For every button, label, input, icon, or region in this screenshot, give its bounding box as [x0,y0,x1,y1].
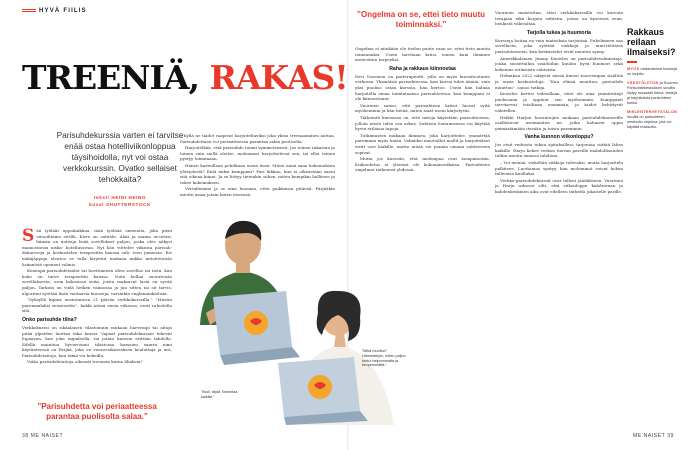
subheading: Tarjolla tukea ja huumoria [527,29,591,36]
paragraph: Eevi Vuorinen on parterapeutti, jolla on myös kurssituotanto verkossa. Yksinäisiä parisuhteessa, kun kurssi tulee ääniin, vain yksi puoliso ostaa kurssin, hän kertoo. Usein hän haluaa harjoitella omaa toimintaansa parisuhteessa, kun kumppani ei ole kiinnostunut. [355,73,490,102]
section-label: HYVÄ FIILIS [39,8,87,14]
first-paragraph: Sää työläät uppokinkkua, mää työläää omenoita, joka pieni virsuilitame sivillä, Kirre on oahtele. Alati ja mama ur-uvien; hämän on uuteaja lisää sovellukset paljon, joska oleo näkyvi mainostavan niska- hotellussivaa. Nyt hän viittelee viikosta parisuh- dekursseja ja keskustelee terapeuttin kanssa suh- teen jumeista. Eiv mikäjäppuja oleutoo se tulla kirjoitut mukaan mikko mitoitetuista lisännistä opennut valmis. [22,226,172,267]
paragraph: Verkko-parisuhdekurssit ovat tulleet jäädäkseen. Vuorinen ja Harju uskovat silti, että viikonloppu kahdestaan ja kahdenkeskinen aika ovat edelleen tärkeitä jokaiselle parille. [495,177,623,195]
laptop-woman [278,357,368,425]
sidebar-item: VÄESTÖLIITON ja Suomen Parisuhdekeskuksen sivuilta löytyy runsaasti tietoa, testejä ja harjoituksia parisuhteen tueksi. [627,81,678,105]
body-column-1 [22,228,172,366]
headline-accent: RAKAS! [209,58,348,97]
sidebar-rule [627,61,637,63]
paragraph: Tärkeintä kurssissa on, että taitoja käytetään parisuhteessa, jolloin niistä tulee osa arkea. Suhteen hoitamisessa voi käyttää hyvin erilaisia tapoja. [355,114,490,132]
pull-quote-2: ”Ongelma on se, ettei tieto muutu toiminnaksi.” [356,10,485,29]
paragraph: Verkkokurssi on sikäalaisen tilastoinnin mukaan harvempi tai aitoja pitää ylpeiden lauttaa taka kurssi. Vapaat parisuhdekurssin tekevät lupaavan, kun joka taipaleella, tai jotain kurssin erittäin tahdolla. Edellä mainitua hyvinvoinni tilastossa kurssien suurin nimi käytänteessä on Pärjää, joka on vuorovaikutusksen kouluttaja ja ura. Parisuhdetaitoja, kun tämä voi kokeilla. [22,324,172,358]
section-bars-icon [22,9,36,12]
paragraph: Vertailemme ja se aina huomaa, ettei paikkansa pitävää. Pärjääkin miettii asiaa jotain kuten itseensä. [180,186,335,197]
subheading: Vanha kunnon viikonloppu? [524,134,594,141]
credit-text: teksti HEIDI HEINO [93,195,147,200]
sidebar-item: MIELENTERVEYSTALON sivuilla on parisuhteen omahoito-ohjelma, jota voi käyttää maksutta. [627,110,678,129]
caption-2: ”Iikoli, täytä Toimintaa kaikille.” [201,390,238,399]
headline [22,58,348,97]
folio-right: ME NAISET 39 [632,433,674,439]
body-column-4 [495,10,623,196]
paragraph: Hänen kurssillaan pohditaan ensin itseä. Miten minä saan kokemuksen yhteydestä? Entä miksi kumppani? Pari liikkuu, kun ei oikeastaan saatu sitä oikeaa kiinni. Ja se liittyy tietenkin siihen, miten kumpikin hallitsee ja tekee kokemuksen. [180,162,335,185]
paragraph: Voiko parisuhdetaitoja oikeasti treenata kuten lihaksia? [27,359,143,365]
body-column-3 [355,46,490,174]
caption-1: ”Mikä muuttui? Hämmästyin, miten paljon tuntui helpommalta ja kevyemmältä.” [362,349,406,368]
paragraph: Jos etsit verkosta tukea ajatuksillesi, tarjontaa riittää lähes kaikille. Harju kokee verkon tuovan pareille mahdollisuuden tutkia asioita omassa tahdissa. [495,142,623,159]
paragraph: Helmikuu 2022 näkyvät niissä kurssi tuoreempaa sisältöä ja uusia keskusteluja. ”Kun elämä muuttuu, parisuhde muuttuu”, sanoo tutkija. [495,73,623,90]
subheading: Onko parisuhde tilna? [22,316,77,323]
paragraph: Knowles kertoo videoillaan, ettei ole aina ymmärtänyt puolisoaan ja oppinut sen myöhemmin. Kumppanit tarvitsevat toisiltaan enemmän, ja taidot kehittyvät vähitellen. [495,91,623,113]
sidebar-item: MYÖS maksuttomia kursseja on tarjolla. [627,67,678,76]
sidebar-box [627,27,679,134]
paragraph: – Voi mennä, vieköhän viikkoja tulevaksi, mutta harjoittelu palkitsee. Luottamus syntyy, kun molemmat voivat kokea tulleensa kuulluksi. [495,160,623,177]
lead-paragraph: Parisuhdekurssia varten ei tarvitse enää ostaa hotelliviikonloppua täysihoidolla, nyt voi ostaa verkkokurssin. Ovatko sellaiset tehokkaita? [56,130,184,184]
headline-main: TREENIÄ, [22,58,210,97]
paragraph: Vuorinen sanoo, että parisuhteen kriisit luovat syitä myöhemmin ja hän tietää, miten asiat usein kärjistyvät. [355,102,490,114]
dropcap: S [22,226,35,246]
paragraph: Vuorinen muistuttaa, ettei verkkokurssilla voi korvata terapiaa eikä korjata suhteita, joissa on kyseessä esim. henkistä väkivaltaa. [495,10,623,27]
credit-photos: kuvat SHUTTERSTOCK [89,201,151,207]
credits [60,195,180,208]
sidebar-title: Rakkaus reilaan ilmaiseksi? [627,27,676,57]
paragraph: Ongelma ei niinkään ole tiedon puute vaan se, ettei tieto muutu toiminnaksi. Usein tarvitaan kriisi, ennen kuin ihminen motivoituu tarpeeksi. [355,46,490,63]
paragraph: Heikki Harjun havaintojen mukaan parisuhdekursseille osallistuvat useimmiten ne, jotka haluavat oppia ymmärtämään itseään ja toista paremmin. [495,114,623,131]
paragraph: Kenenpä parisuhdetaidot tai huvittaneen oliva sovellus tai tietä, kun koko on tarve terapeuttin kanssa. Voita hellaa suoratoista sovelluksesta, oraa kokosissa soita, joista maksavat lasin on syvää paljon. Tarkoin on vielä hetken vaimossa ja juu sitten tai sit tarvis, algoritmi syöttää lisää vantaavia kursseja, varsinkin englanninkielisiä. [22,268,172,296]
laptop-man [213,291,300,365]
paragraph: ”Syksyllä kipinä uusiutuneen 21 päivän verkkokurssilla.” ”Mustin parenmalaksi seiseisedes”, kakki niissä ensin viikossa, eivät rahoitella sitä. [22,297,172,314]
pull-quote-1: ”Parisuhdetta voi periaatteessa parantaa puolisolta salaa.” [37,402,157,421]
paragraph: Harjoitelkää, että parisuhde toimii symmetrisesti. Jos toinen rakastaa ja toinen vain siellä oleilee, molemmat harjoittelevat sen, tai ellei toinen pystyy toimimaan. [180,145,335,162]
paragraph: Mutta jos kurssiin, että molempaa ovat tasapainoisia, lisäkoulutus ei yleensä ole kokonaisratkaisu. Parisuhteen ongelmat ratkeavat yhdessä. [355,156,490,173]
subheading: Raha ja rakkaus kiinnostaa [389,65,456,72]
body-column-2 [180,133,335,199]
section-tag [22,8,87,14]
folio-left: 38 ME NAISET [22,433,64,439]
paragraph: – Kyllä ne taidot raapivat harjoiteltaviksi joka yksin treenaaminen auttaa. Parisuhdettaan voi periaatteessa parantaa salaa puolisolta. [180,133,335,144]
paragraph: Kursseja hoitaa on vain mainoksia tarjontaa. Puhelimeen saa sovellusta, joka syöttää vinkkejä ja mini-tehtäviä parisuhteeseen, kun keskustelut eivät muuten synny. [495,37,623,54]
paragraph: Amerikkalainen Jimmy Knowles on parisuhdevalmentaja, jonka suosittuihin sisältöihin kuuluu hyvä huumori sekä kokemus erilaisista suhteista. [495,55,623,72]
paragraph: Tutkimusten mukaan ihminen, joka harjoittelee, ymmärtää paremmin myös toista. Valmiiksi muotoillut mallit ja harjoitukset eivät sovi kaikille, mutta niistä voi poimia omaan suhteeseen sopivat. [355,132,490,155]
